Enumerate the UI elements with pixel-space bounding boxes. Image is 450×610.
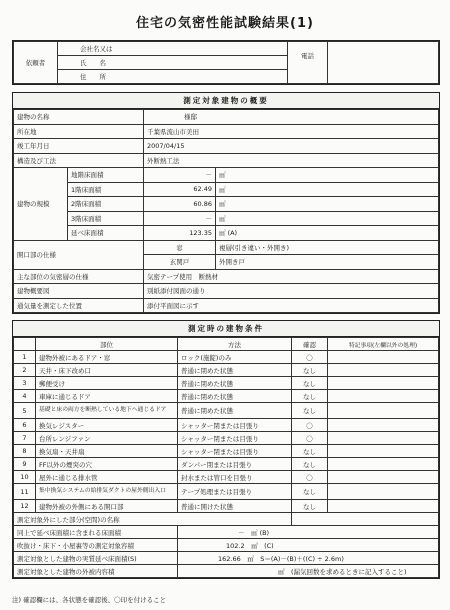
row-part: 換気レジスター (36, 419, 178, 432)
row-part: 天井・床下改め口 (36, 364, 178, 377)
window-label: 窓 (144, 240, 216, 255)
area-value: － (144, 168, 216, 183)
row-number: 11 (14, 484, 36, 500)
row-part: 集中換気システムの給排気ダクトの屋外側出入口 (36, 484, 178, 500)
area-unit: ㎡ (216, 168, 439, 183)
name-label: 氏 名 (58, 56, 288, 70)
row-part: 建物外被にあるドア・窓 (36, 351, 178, 364)
row-note (328, 471, 439, 484)
overview-section (12, 92, 440, 314)
row-method: シャッター閉または目張り (178, 445, 292, 458)
area-unit: ㎡ (A) (216, 226, 439, 241)
table-row (14, 419, 439, 432)
area-value: － (144, 211, 216, 226)
table-row (14, 458, 439, 471)
location-value: 千葉県流山市美田 (144, 124, 439, 139)
row-confirm: 〇 (292, 419, 328, 432)
phone-field (328, 42, 439, 84)
phone-label: 電話 (288, 42, 328, 70)
row-confirm: 〇 (292, 351, 328, 364)
row-method: 普通に閉めた状態 (178, 377, 292, 390)
row-method: 普通に閉めた状態 (178, 364, 292, 377)
row-note (328, 377, 439, 390)
area-value: 60.86 (144, 197, 216, 212)
airtight-value: 気密テープ使用 断熱材 (144, 269, 439, 284)
area-value: 62.49 (144, 182, 216, 197)
row-part: 車庫に通じるドア (36, 390, 178, 403)
row-confirm: なし (292, 458, 328, 471)
vent-value: 添付平面図に示す (144, 298, 439, 313)
area-label: 地階床面積 (68, 168, 144, 183)
structure-label: 構造及び工法 (14, 153, 144, 168)
row-part: 基礎と床の両方を断熱している地下へ通じるドア (36, 403, 178, 419)
row-number: 1 (14, 351, 36, 364)
vent-label: 通気量を測定した位置 (14, 298, 144, 313)
table-row (14, 432, 439, 445)
row-method: シャッター閉または目張り (178, 419, 292, 432)
requester-label: 依頼者 (14, 42, 58, 84)
area-unit: ㎡ (216, 197, 439, 212)
row-number: 9 (14, 458, 36, 471)
area-label: 1階床面積 (68, 182, 144, 197)
table-row (14, 500, 439, 513)
row-part: 建物外被の外側にある開口部 (36, 500, 178, 513)
table-row (14, 377, 439, 390)
row-method: シャッター閉または目張り (178, 432, 292, 445)
airtight-label: 主な部位の気密層の仕様 (14, 269, 144, 284)
requester-block (12, 40, 440, 85)
row-confirm: なし (292, 500, 328, 513)
row-method: 普通に閉めた状態 (178, 403, 292, 419)
row-note (328, 445, 439, 458)
row-number: 3 (14, 377, 36, 390)
row-method: ロック(施錠)のみ (178, 351, 292, 364)
page-title: 住宅の気密性能試験結果(1) (136, 16, 314, 31)
row-note (328, 403, 439, 419)
col-method: 方法 (178, 338, 292, 351)
table-row (14, 484, 439, 500)
row-part: 郵便受け (36, 377, 178, 390)
volume-label: 測定対象とした建物の外被内容積 (14, 565, 178, 578)
col-note: 特記事項(左欄以外の処理) (328, 338, 439, 351)
building-name-value: 様邸 (144, 110, 439, 125)
completion-value: 2007/04/15 (144, 139, 439, 154)
row-method: 封水または管口を目張り (178, 471, 292, 484)
row-note (328, 458, 439, 471)
row-confirm: なし (292, 364, 328, 377)
row-confirm: なし (292, 445, 328, 458)
row-number: 7 (14, 432, 36, 445)
table-row (14, 403, 439, 419)
summary-value: 別紙添付図面の通り (144, 284, 439, 299)
row-method: ダンパー閉または目張り (178, 458, 292, 471)
conditions-heading: 測定時の建物条件 (13, 321, 439, 337)
location-label: 所在地 (14, 124, 144, 139)
building-name-label: 建物の名称 (14, 110, 144, 125)
address-label: 住 所 (58, 70, 288, 84)
row-note (328, 364, 439, 377)
area-unit: ㎡ (216, 182, 439, 197)
completion-label: 竣工年月日 (14, 139, 144, 154)
table-row (14, 445, 439, 458)
row-confirm: 〇 (292, 471, 328, 484)
area-label: 2階床面積 (68, 197, 144, 212)
row-part: 屋外に通じる排水管 (36, 471, 178, 484)
window-value: 複層(引き違い・外開き) (216, 240, 439, 255)
row-confirm: なし (292, 403, 328, 419)
scale-label: 建物の規模 (14, 168, 68, 241)
row-note (328, 432, 439, 445)
row-note (328, 500, 439, 513)
excluded-label: 測定対象外にした部分(空間)の名称 (14, 513, 292, 526)
door-value: 外開き戸 (216, 255, 439, 270)
actual-area-value: 162.66 ㎡ S＝(A)－(B)＋((C) ÷ 2.6m) (178, 552, 439, 565)
row-note (328, 419, 439, 432)
row-note (328, 390, 439, 403)
row-method: テープ処理または目張り (178, 484, 292, 500)
row-number: 8 (14, 445, 36, 458)
overview-heading: 測定対象建物の概要 (13, 93, 439, 109)
row-note (328, 351, 439, 364)
volume-value: ㎥ (漏気回数を求めるときに記入すること) (178, 565, 439, 578)
blow-value: 102.2 ㎥ (C) (178, 539, 439, 552)
row-number: 5 (14, 403, 36, 419)
row-number: 2 (14, 364, 36, 377)
area-label: 3階床面積 (68, 211, 144, 226)
col-part: 部位 (36, 338, 178, 351)
row-number: 4 (14, 390, 36, 403)
row-confirm: なし (292, 377, 328, 390)
area-value: 123.35 (144, 226, 216, 241)
footnote: 注) 確認欄には、各状態を確認後、〇印を付けること (12, 596, 167, 604)
row-part: 換気扇・天井扇 (36, 445, 178, 458)
structure-value: 外断熱工法 (144, 153, 439, 168)
summary-label: 建物概要図 (14, 284, 144, 299)
row-method: 普通に開けた状態 (178, 500, 292, 513)
col-confirm: 確認 (292, 338, 328, 351)
table-row (14, 351, 439, 364)
floor-label: 同上で延べ床面積に含まれる床面積 (14, 526, 178, 539)
row-part: FF以外の煙突の穴 (36, 458, 178, 471)
table-row (14, 390, 439, 403)
row-confirm: なし (292, 484, 328, 500)
table-row (14, 471, 439, 484)
row-note (328, 484, 439, 500)
row-confirm: 〇 (292, 432, 328, 445)
area-label: 延べ床面積 (68, 226, 144, 241)
opening-label: 開口部の仕様 (14, 240, 144, 269)
row-part: 台所レンジファン (36, 432, 178, 445)
row-number: 6 (14, 419, 36, 432)
area-unit: ㎡ (216, 211, 439, 226)
row-method: 普通に閉めた状態 (178, 390, 292, 403)
row-number: 12 (14, 500, 36, 513)
blow-label: 吹抜け・床下・小屋裏等の測定対象容積 (14, 539, 178, 552)
conditions-section (12, 320, 440, 579)
table-row (14, 364, 439, 377)
row-confirm: なし (292, 390, 328, 403)
door-label: 玄関戸 (144, 255, 216, 270)
company-label: 会社名又は (58, 42, 288, 56)
floor-value: － ㎡ (B) (178, 526, 439, 539)
actual-area-label: 測定対象とした建物の実質延べ床面積(S) (14, 552, 178, 565)
row-number: 10 (14, 471, 36, 484)
